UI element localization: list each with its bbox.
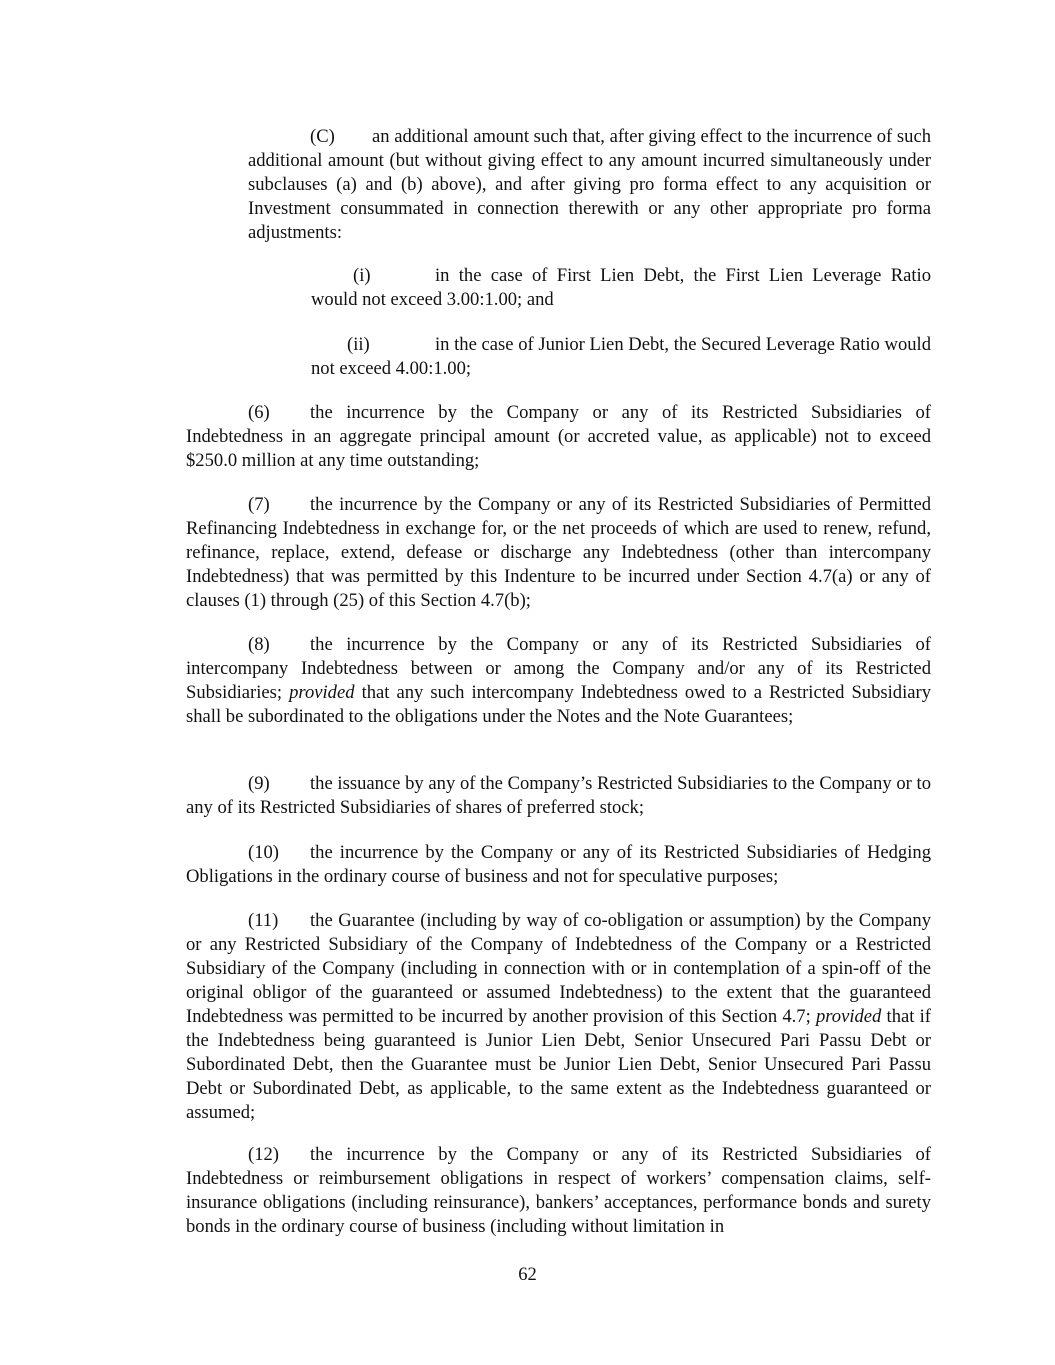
clause-10-text: the incurrence by the Company or any of its Restricted Subsidiaries of Hedging Obligations in the ordinary course of business and not for speculative purposes; [186,842,931,887]
subclause-c-label: (C) [310,126,335,147]
clause-8-label: (8) [248,634,270,655]
clause-8-text-after: that any such intercompany Indebtedness owed to a Restricted Subsidiary shall be subordinated to the obligations under the Notes and the Note Guarantees; [186,682,932,727]
clause-11 [186,909,931,1125]
clause-6 [186,401,931,473]
subclause-i-label: (i) [353,265,371,286]
clause-8-text-before: the incurrence by the Company or any of its Restricted Subsidiaries of intercompany Indebtedness between or among the Company and/or any of its Restricted Subsidiaries; [186,634,931,703]
clause-7 [186,493,931,613]
clause-9-text: the issuance by any of the Company’s Restricted Subsidiaries to the Company or to any of its Restricted Subsidiaries of shares of preferred stock; [186,773,931,818]
clause-6-label: (6) [248,402,270,423]
clause-9 [186,772,931,820]
subclause-i-text: in the case of First Lien Debt, the First Lien Leverage Ratio would not exceed 3.00:1.00; and [311,265,931,310]
clause-11-text-after: that if the Indebtedness being guaranteed is Junior Lien Debt, Senior Unsecured Pari Passu Debt or Subordinated Debt, then the Guarantee must be Junior Lien Debt, Senior Unsecured Pari Passu Debt or Subordinated Debt, as applicable, to the same extent as the Indebtedness guaranteed or assumed; [186,1006,931,1123]
clause-8-proviso: provided [289,682,355,703]
clause-10-label: (10) [248,842,279,863]
clause-12 [186,1143,931,1239]
subclause-ii [311,333,931,381]
clause-12-label: (12) [248,1144,279,1165]
clause-7-text: the incurrence by the Company or any of its Restricted Subsidiaries of Permitted Refinancing Indebtedness in exchange for, or the net proceeds of which are used to renew, refund, refinance, replace, extend, defease or discharge any Indebtedness (other than intercompany Indebtedness) that was permitted by this Indenture to be incurred under Section 4.7(a) or any of clauses (1) through (25) of this Section 4.7(b); [186,494,931,611]
clause-11-proviso: provided [815,1006,882,1027]
clause-6-text: the incurrence by the Company or any of its Restricted Subsidiaries of Indebtedness in an aggregate principal amount (or accreted value, as applicable) not to exceed $250.0 million at any time outstanding; [186,402,931,471]
clause-10 [186,841,931,889]
clause-11-label: (11) [248,910,279,931]
clause-8 [186,633,931,729]
subclause-i [311,264,931,312]
subclause-ii-text: in the case of Junior Lien Debt, the Secured Leverage Ratio would not exceed 4.00:1.00; [311,334,931,379]
subclause-ii-label: (ii) [347,334,370,355]
clause-7-label: (7) [248,494,270,515]
clause-12-text: the incurrence by the Company or any of its Restricted Subsidiaries of Indebtedness or reimbursement obligations in respect of workers’ compensation claims, self-insurance obligations (including reinsurance), bankers’ acceptances, performance bonds and surety bonds in the ordinary course of business (including without limitation in [186,1144,931,1237]
subclause-c-text: an additional amount such that, after giving effect to the incurrence of such additional amount (but without giving effect to any amount incurred simultaneously under subclauses (a) and (b) above), and after giving pro forma effect to any acquisition or Investment consummated in connection therewith or any other appropriate pro forma adjustments: [248,126,931,243]
clause-11-text-before: the Guarantee (including by way of co-obligation or assumption) by the Company or any Restricted Subsidiary of the Company of Indebtedness of the Company or a Restricted Subsidiary of the Company (including in connection with or in contemplation of a spin-off of the original obligor of the guaranteed or assumed Indebtedness) to the extent that the guaranteed Indebtedness was permitted to be incurred by another provision of this Section 4.7; [186,910,931,1027]
clause-9-label: (9) [248,773,270,794]
page-number: 62 [518,1264,537,1285]
subclause-c [248,125,931,245]
